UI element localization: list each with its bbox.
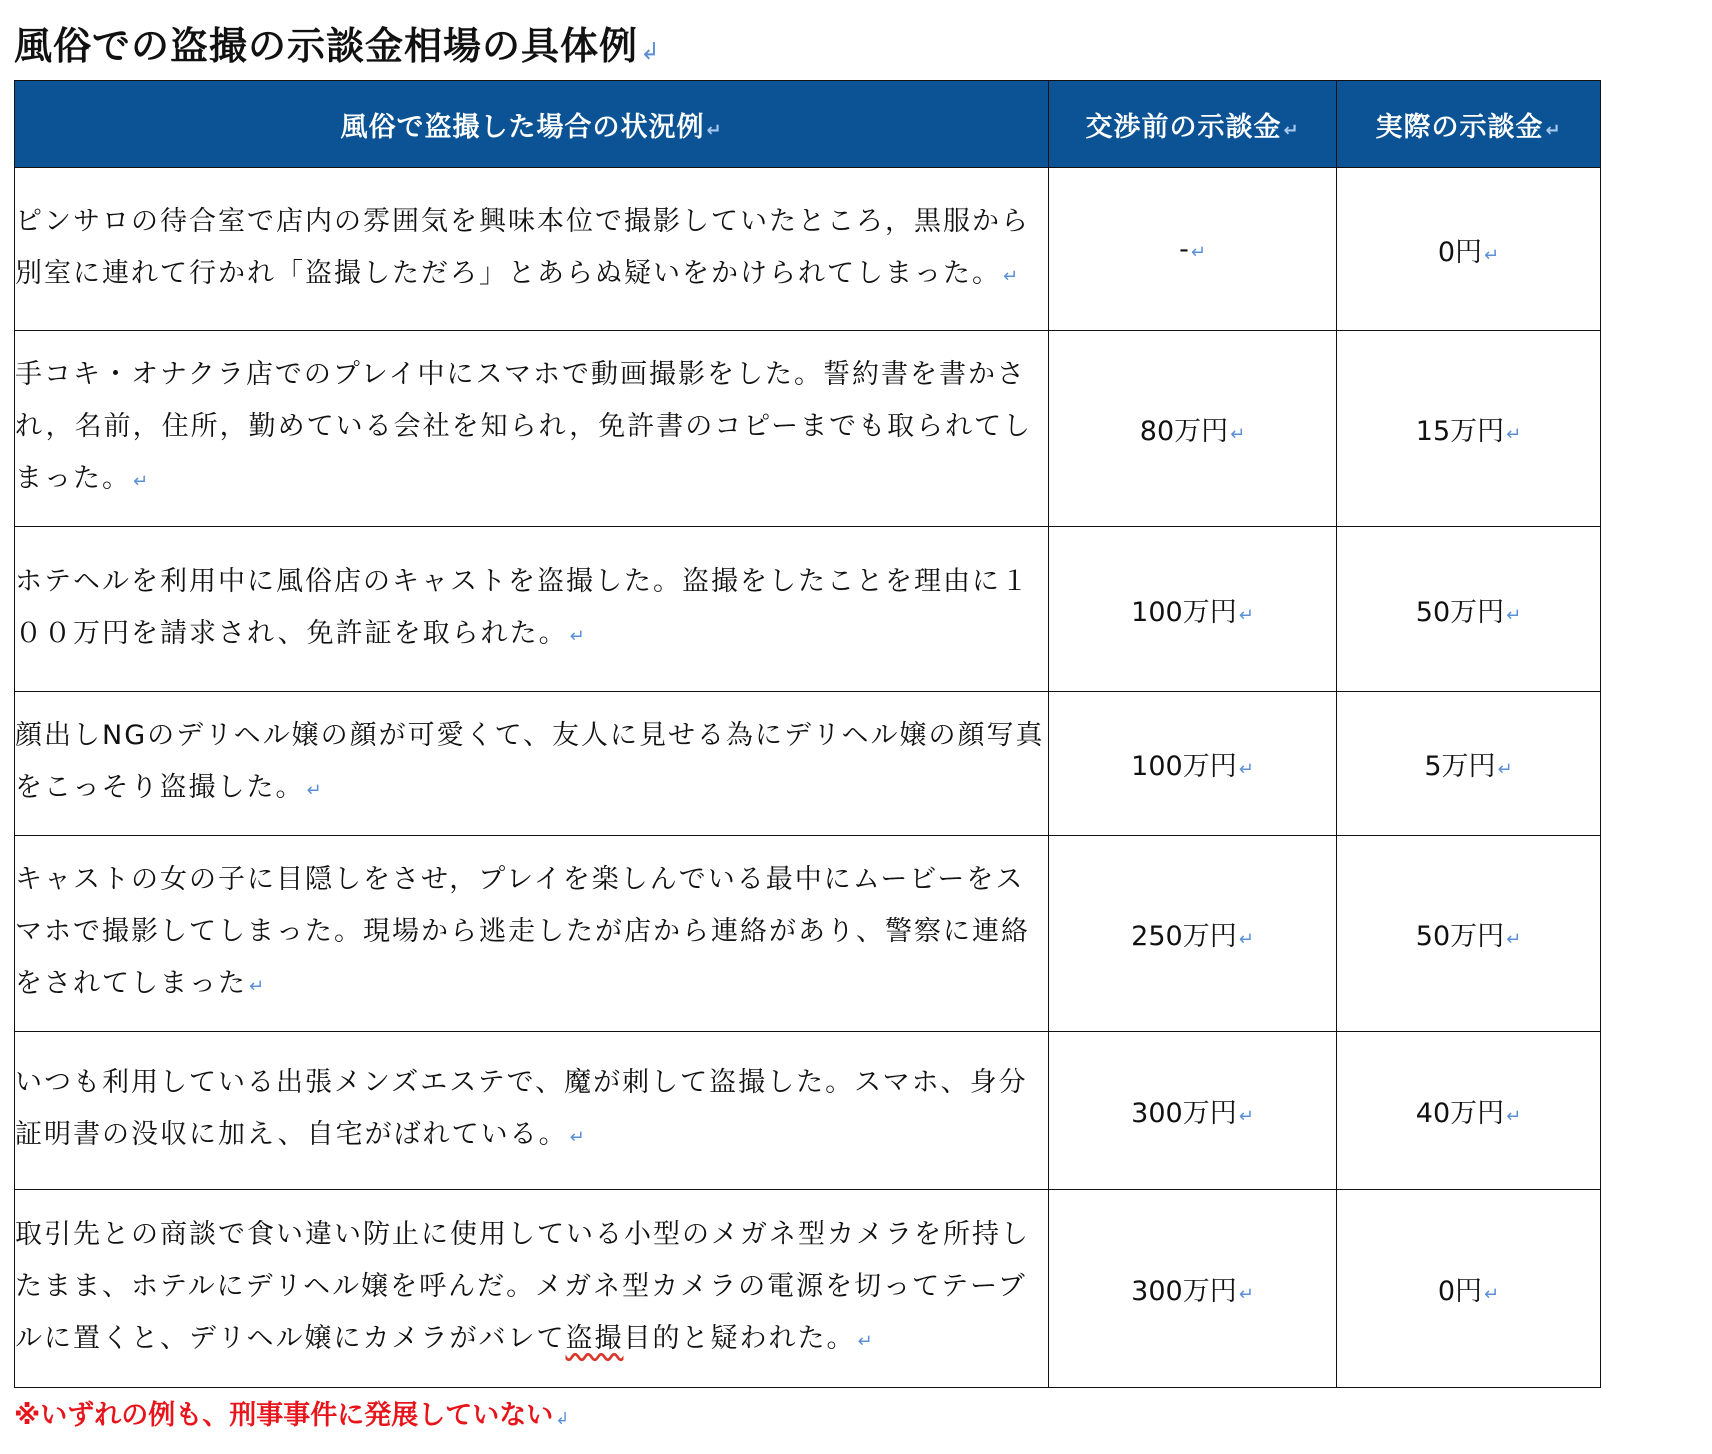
situation-cell: ピンサロの待合室で店内の雰囲気を興味本位で撮影していたところ，黒服から別室に連れて行かれ「盗撮しただろ」とあらぬ疑いをかけられてしまった。 ↵ [15, 168, 1049, 331]
cell-mark-icon: ↵ [1545, 119, 1562, 141]
cell-mark-icon: ↵ [1484, 1284, 1500, 1305]
header-actual-settlement: 実際の示談金 ↵ [1337, 81, 1601, 168]
header-before-negotiation: 交渉前の示談金 ↵ [1049, 81, 1337, 168]
situation-cell: 手コキ・オナクラ店でのプレイ中にスマホで動画撮影をした。誓約書を書かされ，名前，住所，勤めている会社を知られ，免許書のコピーまでも取られてしまった。 ↵ [15, 331, 1049, 527]
table-row [15, 168, 1697, 331]
table-header-row [15, 81, 1697, 168]
cell-mark-icon: ↵ [706, 119, 723, 141]
cell-mark-icon: ↵ [1230, 424, 1246, 445]
cell-mark-icon: ↵ [569, 1127, 587, 1148]
header-situation: 風俗で盗撮した場合の状況例 ↵ [15, 81, 1049, 168]
cell-mark-icon: ↵ [1003, 265, 1021, 287]
cell-mark-icon: ↵ [306, 780, 324, 801]
cell-mark-icon: ↵ [1506, 1106, 1522, 1127]
cell-mark-icon: ↵ [1283, 119, 1300, 141]
before-amount-cell: 300万円 ↵ [1049, 1032, 1337, 1190]
before-amount-cell: 300万円 ↵ [1049, 1190, 1337, 1388]
cell-mark-icon: ↵ [1506, 604, 1522, 626]
cell-mark-icon: ↵ [1484, 244, 1500, 266]
before-amount-cell: 80万円 ↵ [1049, 331, 1337, 527]
cell-mark-icon: ↵ [249, 976, 267, 997]
actual-amount-cell: 5万円 ↵ [1337, 692, 1601, 836]
cell-mark-icon: ↵ [857, 1331, 875, 1352]
cell-mark-icon: ↵ [1238, 1106, 1254, 1127]
situation-cell: 顔出しNGのデリヘル嬢の顔が可愛くて、友人に見せる為にデリヘル嬢の顔写真をこっそり盗撮した。 ↵ [15, 692, 1049, 836]
actual-amount-cell: 15万円 ↵ [1337, 331, 1601, 527]
table-row [15, 692, 1697, 836]
table-row [15, 836, 1697, 1032]
table-row [15, 1032, 1697, 1190]
before-amount-cell: - ↵ [1049, 168, 1337, 331]
actual-amount-cell: 0円 ↵ [1337, 1190, 1601, 1388]
cell-mark-icon: ↵ [1506, 929, 1522, 950]
actual-amount-cell: 50万円 ↵ [1337, 527, 1601, 692]
situation-cell: 取引先との商談で食い違い防止に使用している小型のメガネ型カメラを所持したまま、ホテルにデリヘル嬢を呼んだ。メガネ型カメラの電源を切ってテーブルに置くと、デリヘル嬢にカメラがバレて盗撮目的と疑われた。 ↵ [15, 1190, 1049, 1388]
spellcheck-marked-text: 盗撮 [565, 1323, 624, 1354]
settlement-table [14, 80, 1697, 1388]
paragraph-mark-icon: ↲ [555, 1408, 570, 1428]
situation-cell: いつも利用している出張メンズエステで、魔が刺して盗撮した。スマホ、身分証明書の没収に加え、自宅がばれている。 ↵ [15, 1032, 1049, 1190]
cell-mark-icon: ↵ [1238, 929, 1254, 950]
cell-mark-icon: ↵ [569, 625, 587, 647]
cell-mark-icon: ↵ [1190, 241, 1206, 263]
actual-amount-cell: 50万円 ↵ [1337, 836, 1601, 1032]
cell-mark-icon: ↵ [1238, 759, 1254, 780]
cell-mark-icon: ↵ [1238, 1284, 1254, 1305]
cell-mark-icon: ↵ [1506, 424, 1522, 445]
table-row [15, 527, 1697, 692]
table-row [15, 331, 1697, 527]
before-amount-cell: 100万円 ↵ [1049, 527, 1337, 692]
cell-mark-icon: ↵ [1497, 759, 1513, 780]
before-amount-cell: 100万円 ↵ [1049, 692, 1337, 836]
actual-amount-cell: 40万円 ↵ [1337, 1032, 1601, 1190]
situation-cell: キャストの女の子に目隠しをさせ，プレイを楽しんでいる最中にムービーをスマホで撮影してしまった。現場から逃走したが店から連絡があり、警察に連絡をされてしまった ↵ [15, 836, 1049, 1032]
cell-mark-icon: ↵ [1238, 604, 1254, 626]
page-title: 風俗での盗撮の示談金相場の具体例↲ [14, 24, 661, 68]
situation-cell: ホテヘルを利用中に風俗店のキャストを盗撮した。盗撮をしたことを理由に１００万円を請求され、免許証を取られた。 ↵ [15, 527, 1049, 692]
table-row [15, 1190, 1697, 1388]
paragraph-mark-icon: ↲ [640, 37, 661, 65]
footnote: ※いずれの例も、刑事事件に発展していない ↲ [14, 1400, 570, 1431]
actual-amount-cell: 0円 ↵ [1337, 168, 1601, 331]
before-amount-cell: 250万円 ↵ [1049, 836, 1337, 1032]
cell-mark-icon: ↵ [133, 471, 151, 492]
